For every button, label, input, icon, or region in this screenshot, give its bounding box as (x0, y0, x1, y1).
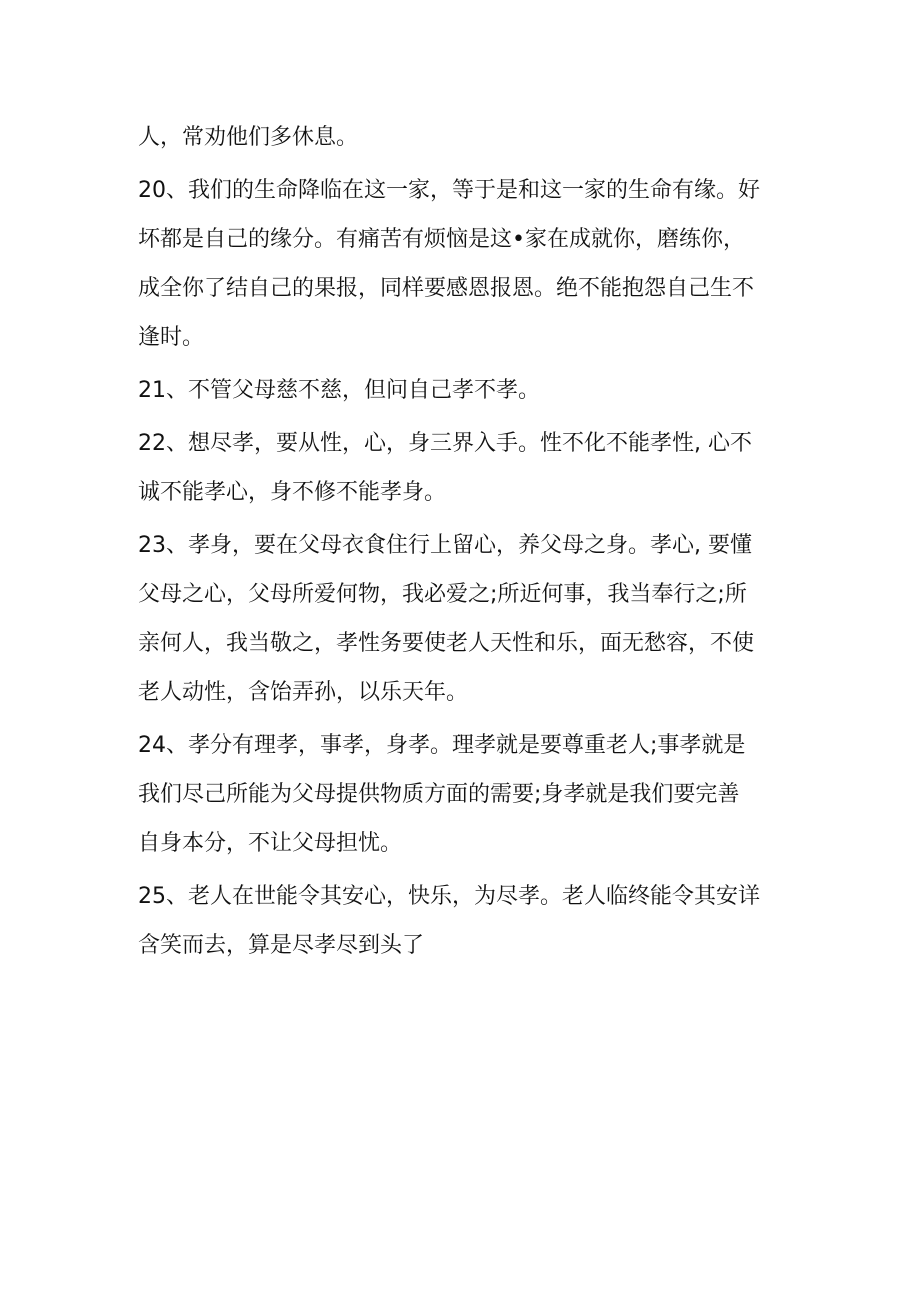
text-line: 逢时。 (138, 325, 205, 350)
text-line: 坏都是自己的缘分。有痛苦有烦恼是这•家在成就你，磨练你， (138, 227, 745, 252)
text-line: 自身本分，不让父母担忧。 (138, 831, 403, 856)
text-line: 22、想尽孝，要从性，心，身三界入手。性不化不能孝性, 心不 (138, 431, 752, 456)
text-line: 25、老人在世能令其安心，快乐，为尽孝。老人临终能令其安详 (138, 884, 760, 909)
text-line: 23、孝身，要在父母衣食住行上留心，养父母之身。孝心, 要懂 (138, 533, 752, 558)
text-line: 20、我们的生命降临在这一家，等于是和这一家的生命有缘。好 (138, 178, 760, 203)
text-line: 人，常劝他们多休息。 (138, 125, 359, 150)
text-line: 含笑而去，算是尽孝尽到头了 (138, 933, 425, 958)
text-line: 亲何人，我当敬之，孝性务要使老人天性和乐，面无愁容，不使 (138, 631, 755, 656)
paragraph-20 (138, 166, 788, 362)
paragraph-25 (138, 872, 788, 970)
paragraph-24 (138, 721, 788, 868)
text-line: 我们尽己所能为父母提供物质方面的需要;身孝就是我们要完善 (138, 782, 740, 807)
document-body (138, 113, 788, 974)
text-line: 老人动性，含饴弄孙，以乐天年。 (138, 680, 469, 705)
text-line: 24、孝分有理孝，事孝，身孝。理孝就是要尊重老人;事孝就是 (138, 733, 746, 758)
paragraph-23 (138, 521, 788, 717)
paragraph-continuation (138, 113, 788, 162)
text-line: 诚不能孝心，身不修不能孝身。 (138, 480, 447, 505)
text-line: 父母之心，父母所爱何物，我必爱之;所近何事，我当奉行之;所 (138, 582, 747, 607)
paragraph-22 (138, 419, 788, 517)
text-line: 21、不管父母慈不慈，但问自己孝不孝。 (138, 378, 540, 403)
text-line: 成全你了结自己的果报，同样要感恩报恩。绝不能抱怨自己生不 (138, 276, 755, 301)
paragraph-21 (138, 366, 788, 415)
